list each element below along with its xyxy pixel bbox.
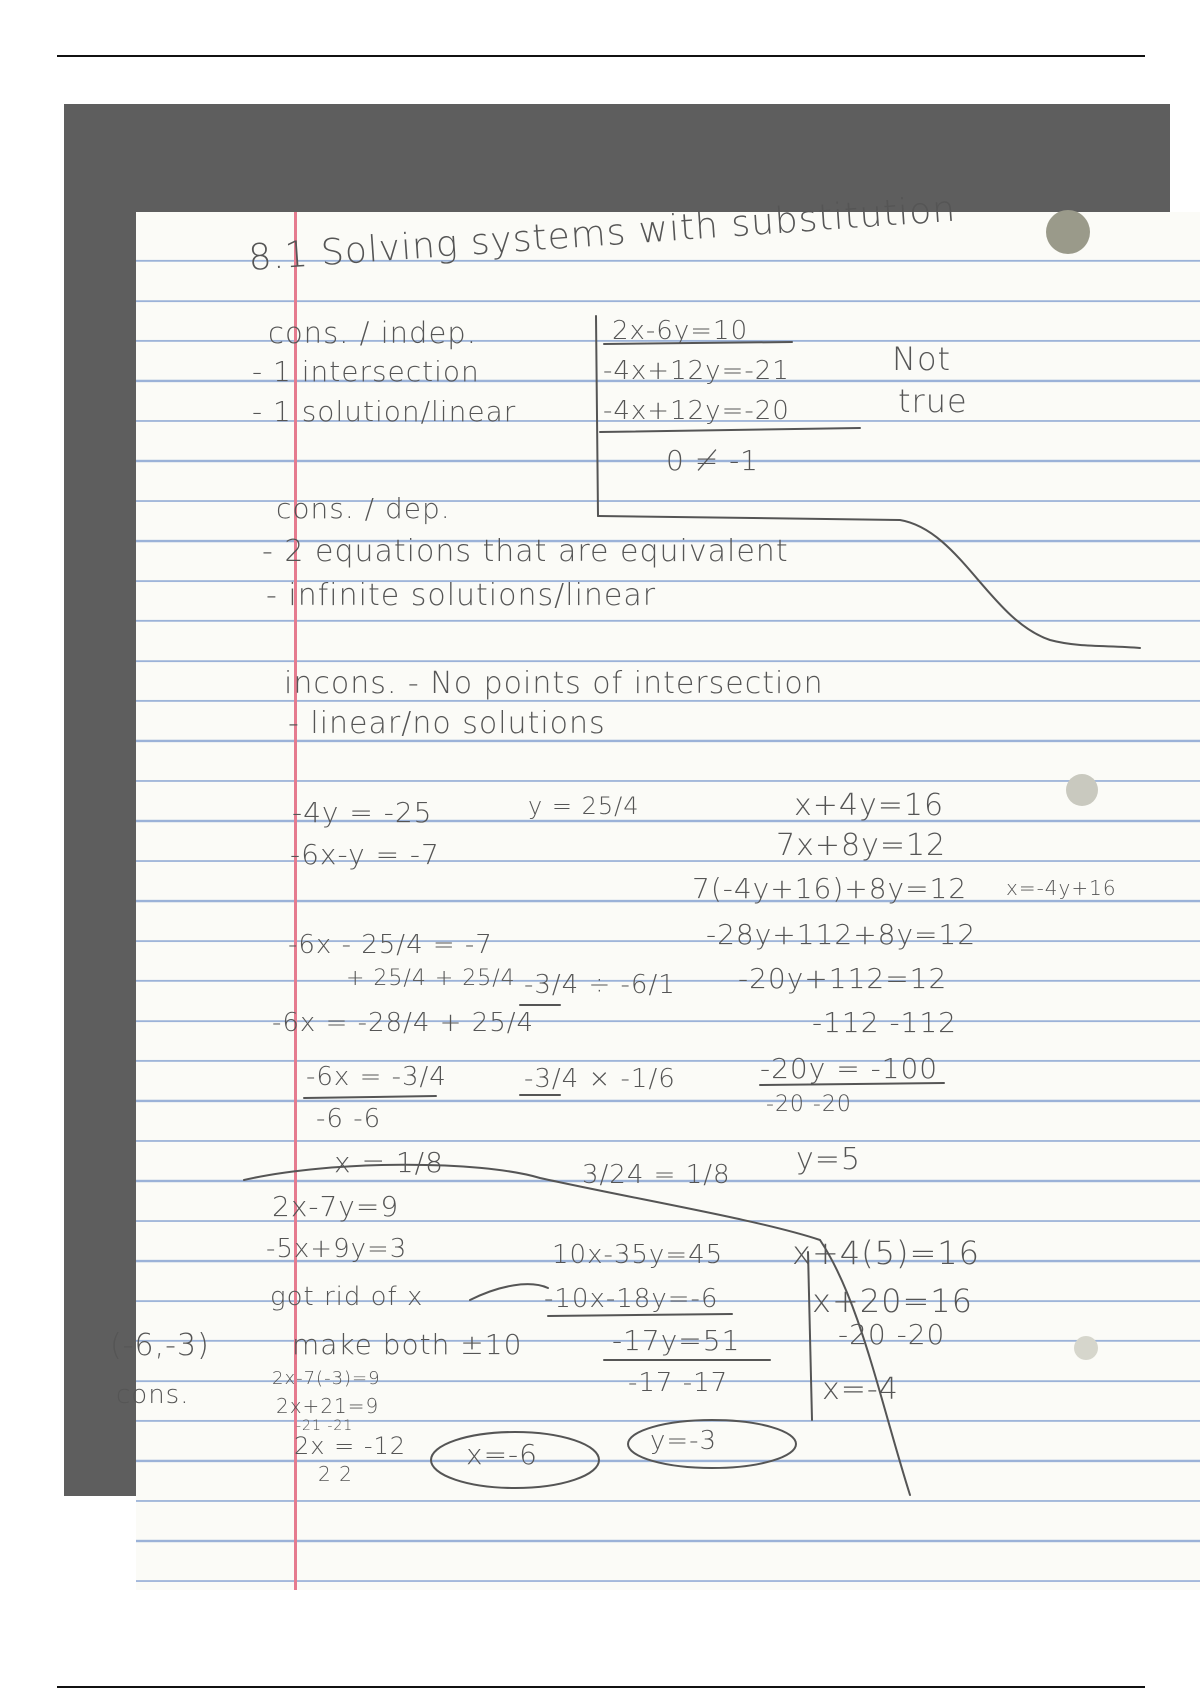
bottom-mid-1: 10x-35y=45: [552, 1240, 724, 1270]
left-work-1: -4y = -25: [292, 796, 433, 829]
incons-line-1: incons. - No points of intersection: [284, 666, 824, 701]
bottom-work-4: make both ±10: [292, 1328, 523, 1361]
mid-work-2: -3/4 × -1/6: [524, 1064, 676, 1094]
bottom-work-3: got rid of x: [270, 1282, 424, 1312]
box-result: 0 ≠ -1: [666, 444, 759, 477]
mid-work-3: 3/24 = 1/8: [582, 1160, 731, 1190]
bottom-work-9: 2 2: [318, 1462, 353, 1486]
box-note-not: Not: [892, 340, 952, 378]
bottom-mid-4: -17 -17: [628, 1368, 729, 1398]
right-work-3: 7(-4y+16)+8y=12: [692, 872, 968, 905]
right-work-4: -28y+112+8y=12: [706, 918, 977, 951]
circled-y-answer: y=-3: [650, 1426, 718, 1456]
right-work-2: 7x+8y=12: [776, 828, 947, 863]
right-work-2b: x=-4y+16: [1006, 876, 1117, 900]
cons-indep-bullet-2: - 1 solution/linear: [252, 395, 517, 428]
bottom-work-1: 2x-7y=9: [272, 1190, 400, 1223]
notes-title: 8.1 Solving systems with substitution: [247, 188, 958, 279]
left-work-8: x = 1/8: [334, 1146, 444, 1179]
bottom-work-6: 2x+21=9: [276, 1394, 380, 1418]
bottom-mid-3: -17y=51: [612, 1324, 741, 1357]
circled-x-answer: x=-6: [466, 1438, 538, 1471]
right-work-5: -20y+112=12: [738, 962, 948, 995]
page-top-rule: [57, 55, 1145, 57]
cons-dep-heading: cons. / dep.: [276, 492, 451, 525]
left-work-3: -6x - 25/4 = -7: [288, 930, 493, 960]
left-work-7: -6 -6: [316, 1104, 382, 1134]
cons-indep-bullet-1: - 1 intersection: [252, 355, 480, 388]
left-work-6: -6x = -3/4: [306, 1062, 447, 1092]
left-work-1b: y = 25/4: [528, 792, 640, 820]
bottom-mid-2: -10x-18y=-6: [544, 1284, 719, 1314]
incons-line-2: - linear/no solutions: [288, 706, 606, 741]
answer-point: (-6,-3): [110, 1328, 210, 1363]
left-work-2: -6x-y = -7: [290, 838, 440, 871]
bottom-right-1: x+4(5)=16: [792, 1234, 980, 1272]
right-work-7: -20y = -100: [760, 1052, 939, 1085]
right-work-9: y=5: [796, 1142, 861, 1177]
bottom-right-2: x+20=16: [812, 1282, 973, 1320]
bottom-work-5: 2x-7(-3)=9: [272, 1368, 381, 1389]
bottom-right-3: -20 -20: [838, 1318, 946, 1351]
cons-dep-bullet-1: - 2 equations that are equivalent: [262, 534, 789, 569]
left-work-4: + 25/4 + 25/4: [346, 966, 516, 991]
bottom-right-4: x=-4: [822, 1372, 899, 1407]
page-bottom-rule: [57, 1686, 1145, 1688]
box-note-true: true: [898, 382, 968, 420]
mid-work-1: -3/4 ÷ -6/1: [524, 970, 676, 1000]
cons-indep-heading: cons. / indep.: [268, 316, 477, 350]
answer-label: cons.: [116, 1380, 190, 1410]
box-equation-1: 2x-6y=10: [612, 316, 749, 346]
box-equation-2: -4x+12y=-21: [603, 356, 790, 386]
cons-dep-bullet-2: - infinite solutions/linear: [266, 578, 657, 613]
bottom-work-7: -21 -21: [296, 1418, 354, 1434]
right-work-8: -20 -20: [766, 1092, 852, 1117]
right-work-1: x+4y=16: [794, 788, 945, 823]
box-equation-3: -4x+12y=-20: [603, 396, 790, 426]
right-work-6: -112 -112: [812, 1006, 957, 1039]
left-work-5: -6x = -28/4 + 25/4: [272, 1008, 535, 1038]
bottom-work-8: 2x = -12: [294, 1432, 407, 1460]
bottom-work-2: -5x+9y=3: [266, 1234, 408, 1264]
